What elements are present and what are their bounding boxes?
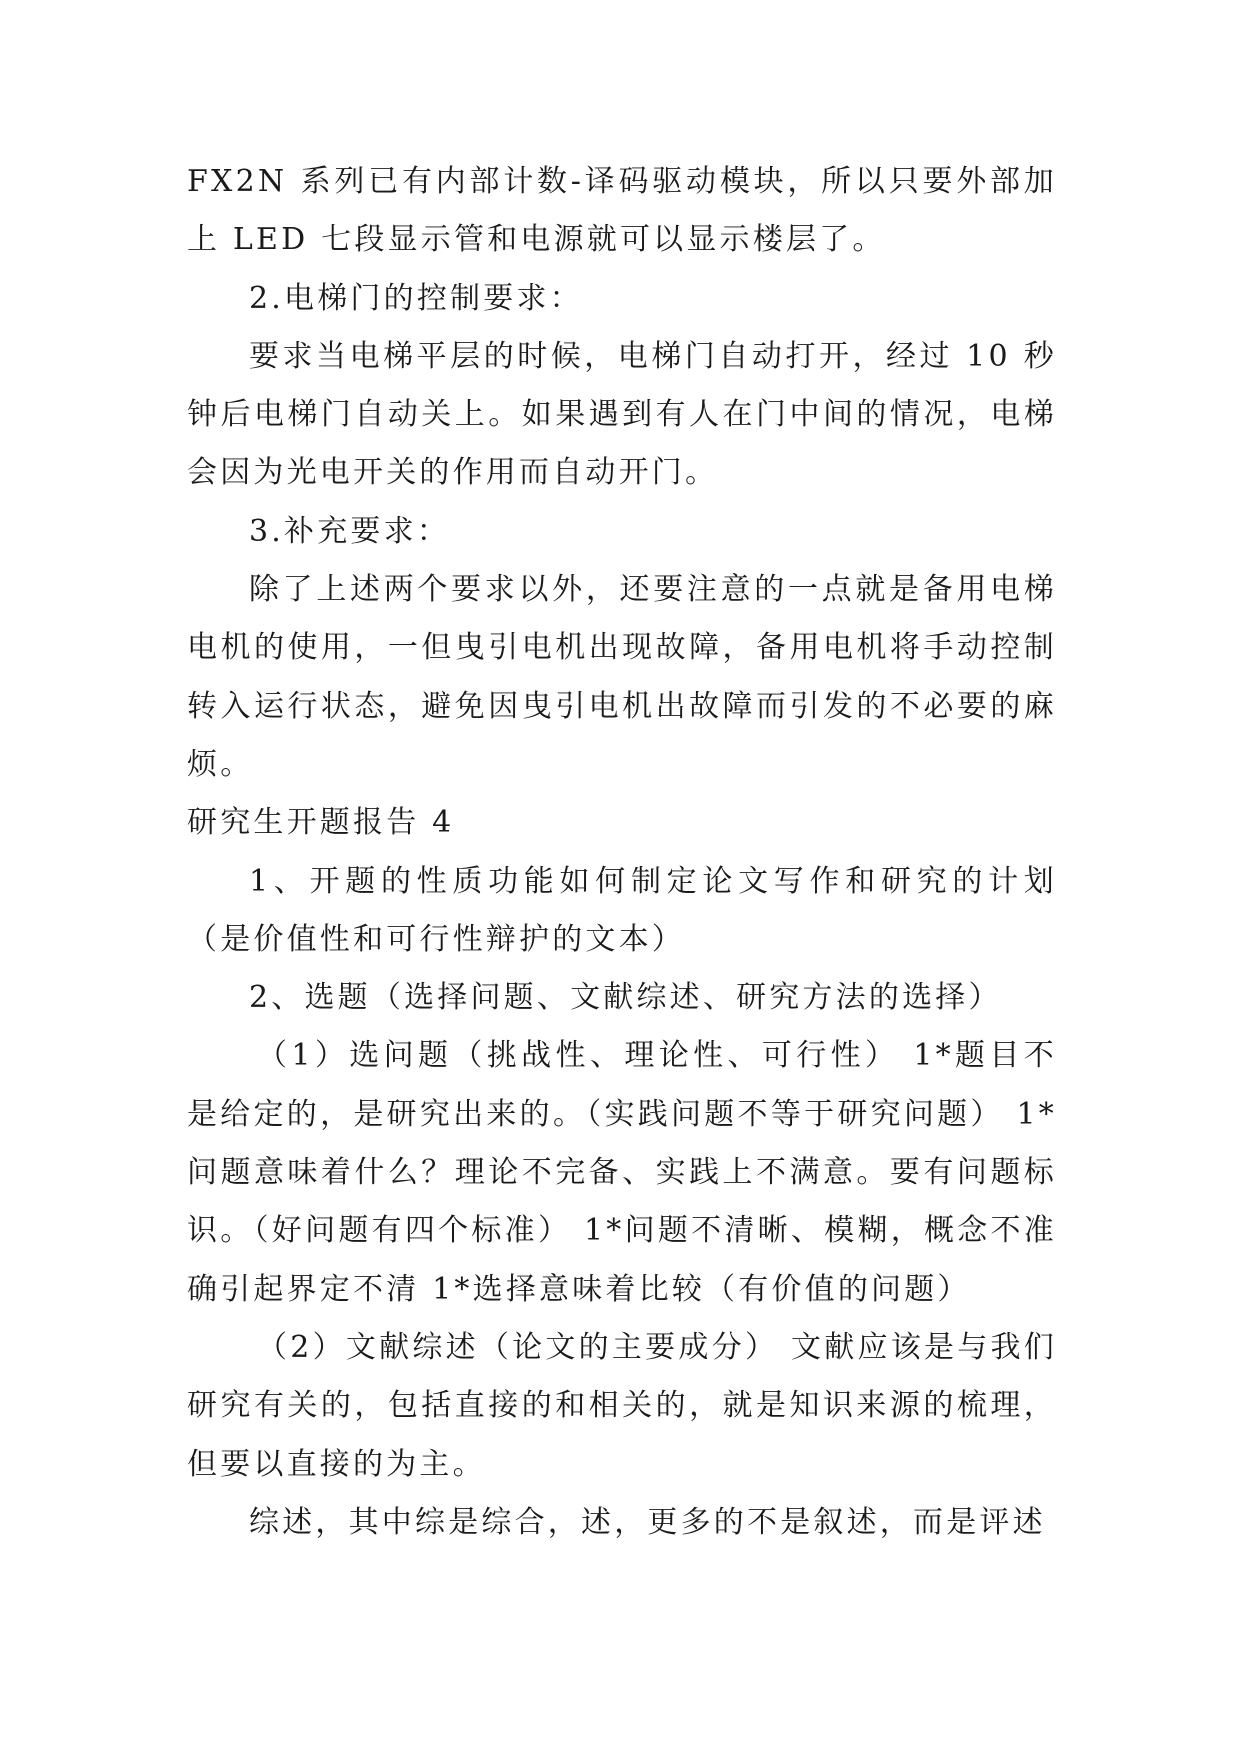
paragraph-proposal-nature: 1、开题的性质功能如何制定论文写作和研究的计划（是价值性和可行性辩护的文本） (187, 863, 1057, 957)
paragraph-fx2n-display: FX2N 系列已有内部计数-译码驱动模块，所以只要外部加上 LED 七段显示管和电源就可以显示楼层了。 (187, 164, 1057, 258)
paragraph-door-control: 要求当电梯平层的时候，电梯门自动打开，经过 10 秒钟后电梯门自动关上。如果遇到有人在门中间的情况，电梯会因为光电开关的作用而自动开门。 (187, 338, 1057, 491)
document-body (187, 153, 1057, 1552)
paragraph-backup-motor: 除了上述两个要求以外，还要注意的一点就是备用电梯电机的使用，一但曳引电机出现故障，备用电机将手动控制转入运行状态，避免因曳引电机出故障而引发的不必要的麻烦。 (187, 572, 1057, 782)
section-title-report-4: 研究生开题报告 4 (187, 805, 455, 841)
heading-door-control-requirements: 2.电梯门的控制要求： (249, 280, 583, 316)
paragraph-topic-selection: 2、选题（选择问题、文献综述、研究方法的选择） (249, 980, 1002, 1016)
paragraph-review-meaning: 综述，其中综是综合，述，更多的不是叙述，而是评述 (249, 1504, 1046, 1540)
paragraph-literature-review: （2）文献综述（论文的主要成分） 文献应该是与我们研究有关的，包括直接的和相关的，就是知识来源的梳理，但要以直接的为主。 (187, 1329, 1057, 1482)
paragraph-select-problem: （1）选问题（挑战性、理论性、可行性） 1*题目不是给定的，是研究出来的。（实践问题不等于研究问题） 1*问题意味着什么？理论不完备、实践上不满意。要有问题标识。（好问题有四个标准） 1*问题不清晰、模糊，概念不准确引起界定不清 1*选择意味着比较（有价值的问题） (187, 1038, 1057, 1307)
heading-supplementary-requirements: 3.补充要求： (249, 513, 451, 549)
